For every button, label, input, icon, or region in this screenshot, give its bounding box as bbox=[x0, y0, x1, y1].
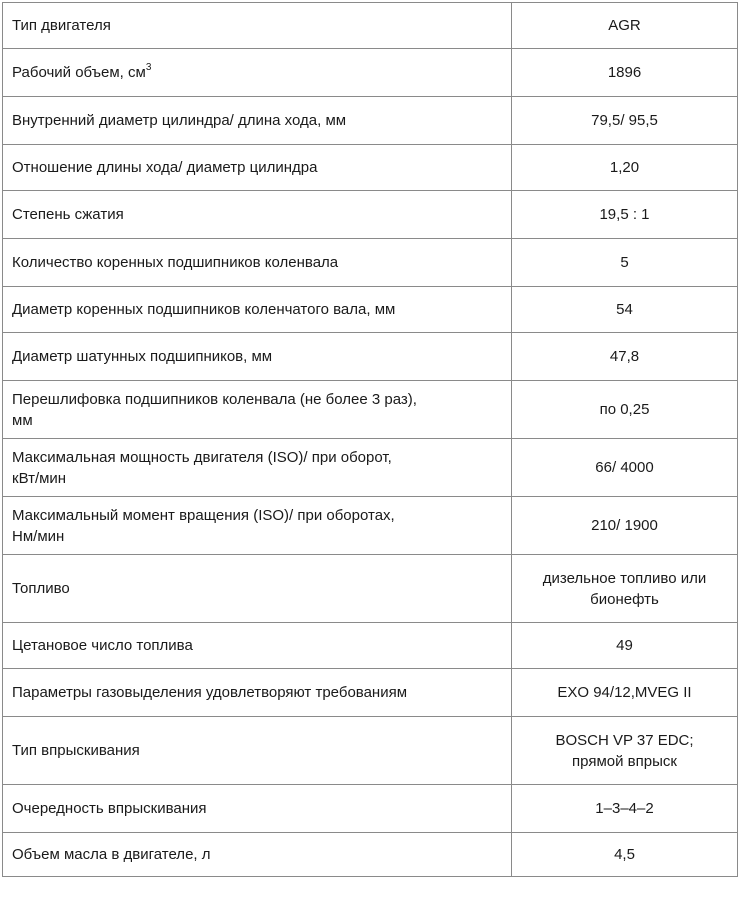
param-cell: Степень сжатия bbox=[3, 191, 512, 239]
param-cell: Параметры газовыделения удовлетворяют требованиям bbox=[3, 669, 512, 717]
value-cell: 19,5 : 1 bbox=[512, 191, 738, 239]
param-cell bbox=[3, 497, 512, 555]
value-cell: 54 bbox=[512, 287, 738, 333]
value-cell: 49 bbox=[512, 623, 738, 669]
value-cell: EXO 94/12,MVEG II bbox=[512, 669, 738, 717]
value-cell: 1,20 bbox=[512, 145, 738, 191]
value-cell: 1896 bbox=[512, 49, 738, 97]
table-row bbox=[3, 717, 738, 785]
value-cell: 1–3–4–2 bbox=[512, 785, 738, 833]
value-cell: 47,8 bbox=[512, 333, 738, 381]
param-cell: Топливо bbox=[3, 555, 512, 623]
value-text-line: бионефть bbox=[590, 590, 659, 608]
table-row bbox=[3, 669, 738, 717]
table-row bbox=[3, 497, 738, 555]
table-row bbox=[3, 145, 738, 191]
table-row bbox=[3, 439, 738, 497]
param-cell: Диаметр коренных подшипников коленчатого вала, мм bbox=[3, 287, 512, 333]
param-cell: Внутренний диаметр цилиндра/ длина хода, мм bbox=[3, 97, 512, 145]
param-text: Рабочий объем, см bbox=[12, 64, 146, 81]
param-text-line: Перешлифовка подшипников коленвала (не более 3 раз), bbox=[12, 390, 417, 408]
param-text-line: мм bbox=[12, 411, 33, 429]
param-cell: Тип впрыскивания bbox=[3, 717, 512, 785]
param-cell bbox=[3, 49, 512, 97]
value-cell: 66/ 4000 bbox=[512, 439, 738, 497]
value-cell: AGR bbox=[512, 3, 738, 49]
superscript: 3 bbox=[145, 62, 152, 73]
table-row bbox=[3, 191, 738, 239]
param-text-line: кВт/мин bbox=[12, 469, 67, 487]
param-text-line: Максимальный момент вращения (ISO)/ при оборотах, bbox=[12, 506, 395, 524]
param-cell: Очередность впрыскивания bbox=[3, 785, 512, 833]
table-row bbox=[3, 333, 738, 381]
table-row bbox=[3, 555, 738, 623]
table-row bbox=[3, 381, 738, 439]
table-row bbox=[3, 239, 738, 287]
value-text-line: прямой впрыск bbox=[572, 752, 677, 770]
value-text-line: BOSCH VP 37 EDC; bbox=[555, 731, 694, 749]
param-cell: Количество коренных подшипников коленвала bbox=[3, 239, 512, 287]
param-cell bbox=[3, 439, 512, 497]
param-text-line: Нм/мин bbox=[12, 527, 65, 545]
table-row bbox=[3, 49, 738, 97]
value-cell: 5 bbox=[512, 239, 738, 287]
table-row bbox=[3, 833, 738, 877]
param-cell bbox=[3, 381, 512, 439]
value-cell bbox=[512, 555, 738, 623]
table-row bbox=[3, 623, 738, 669]
value-cell: 4,5 bbox=[512, 833, 738, 877]
param-text-line: Максимальная мощность двигателя (ISO)/ при оборот, bbox=[12, 448, 392, 466]
engine-spec-table bbox=[2, 2, 738, 877]
param-cell: Цетановое число топлива bbox=[3, 623, 512, 669]
value-cell: по 0,25 bbox=[512, 381, 738, 439]
param-cell: Тип двигателя bbox=[3, 3, 512, 49]
value-cell: 210/ 1900 bbox=[512, 497, 738, 555]
table-row bbox=[3, 785, 738, 833]
table-row bbox=[3, 287, 738, 333]
value-text-line: дизельное топливо или bbox=[542, 569, 707, 587]
value-cell bbox=[512, 717, 738, 785]
param-cell: Объем масла в двигателе, л bbox=[3, 833, 512, 877]
table-row bbox=[3, 3, 738, 49]
param-cell: Диаметр шатунных подшипников, мм bbox=[3, 333, 512, 381]
value-cell: 79,5/ 95,5 bbox=[512, 97, 738, 145]
param-cell: Отношение длины хода/ диаметр цилиндра bbox=[3, 145, 512, 191]
table-row bbox=[3, 97, 738, 145]
